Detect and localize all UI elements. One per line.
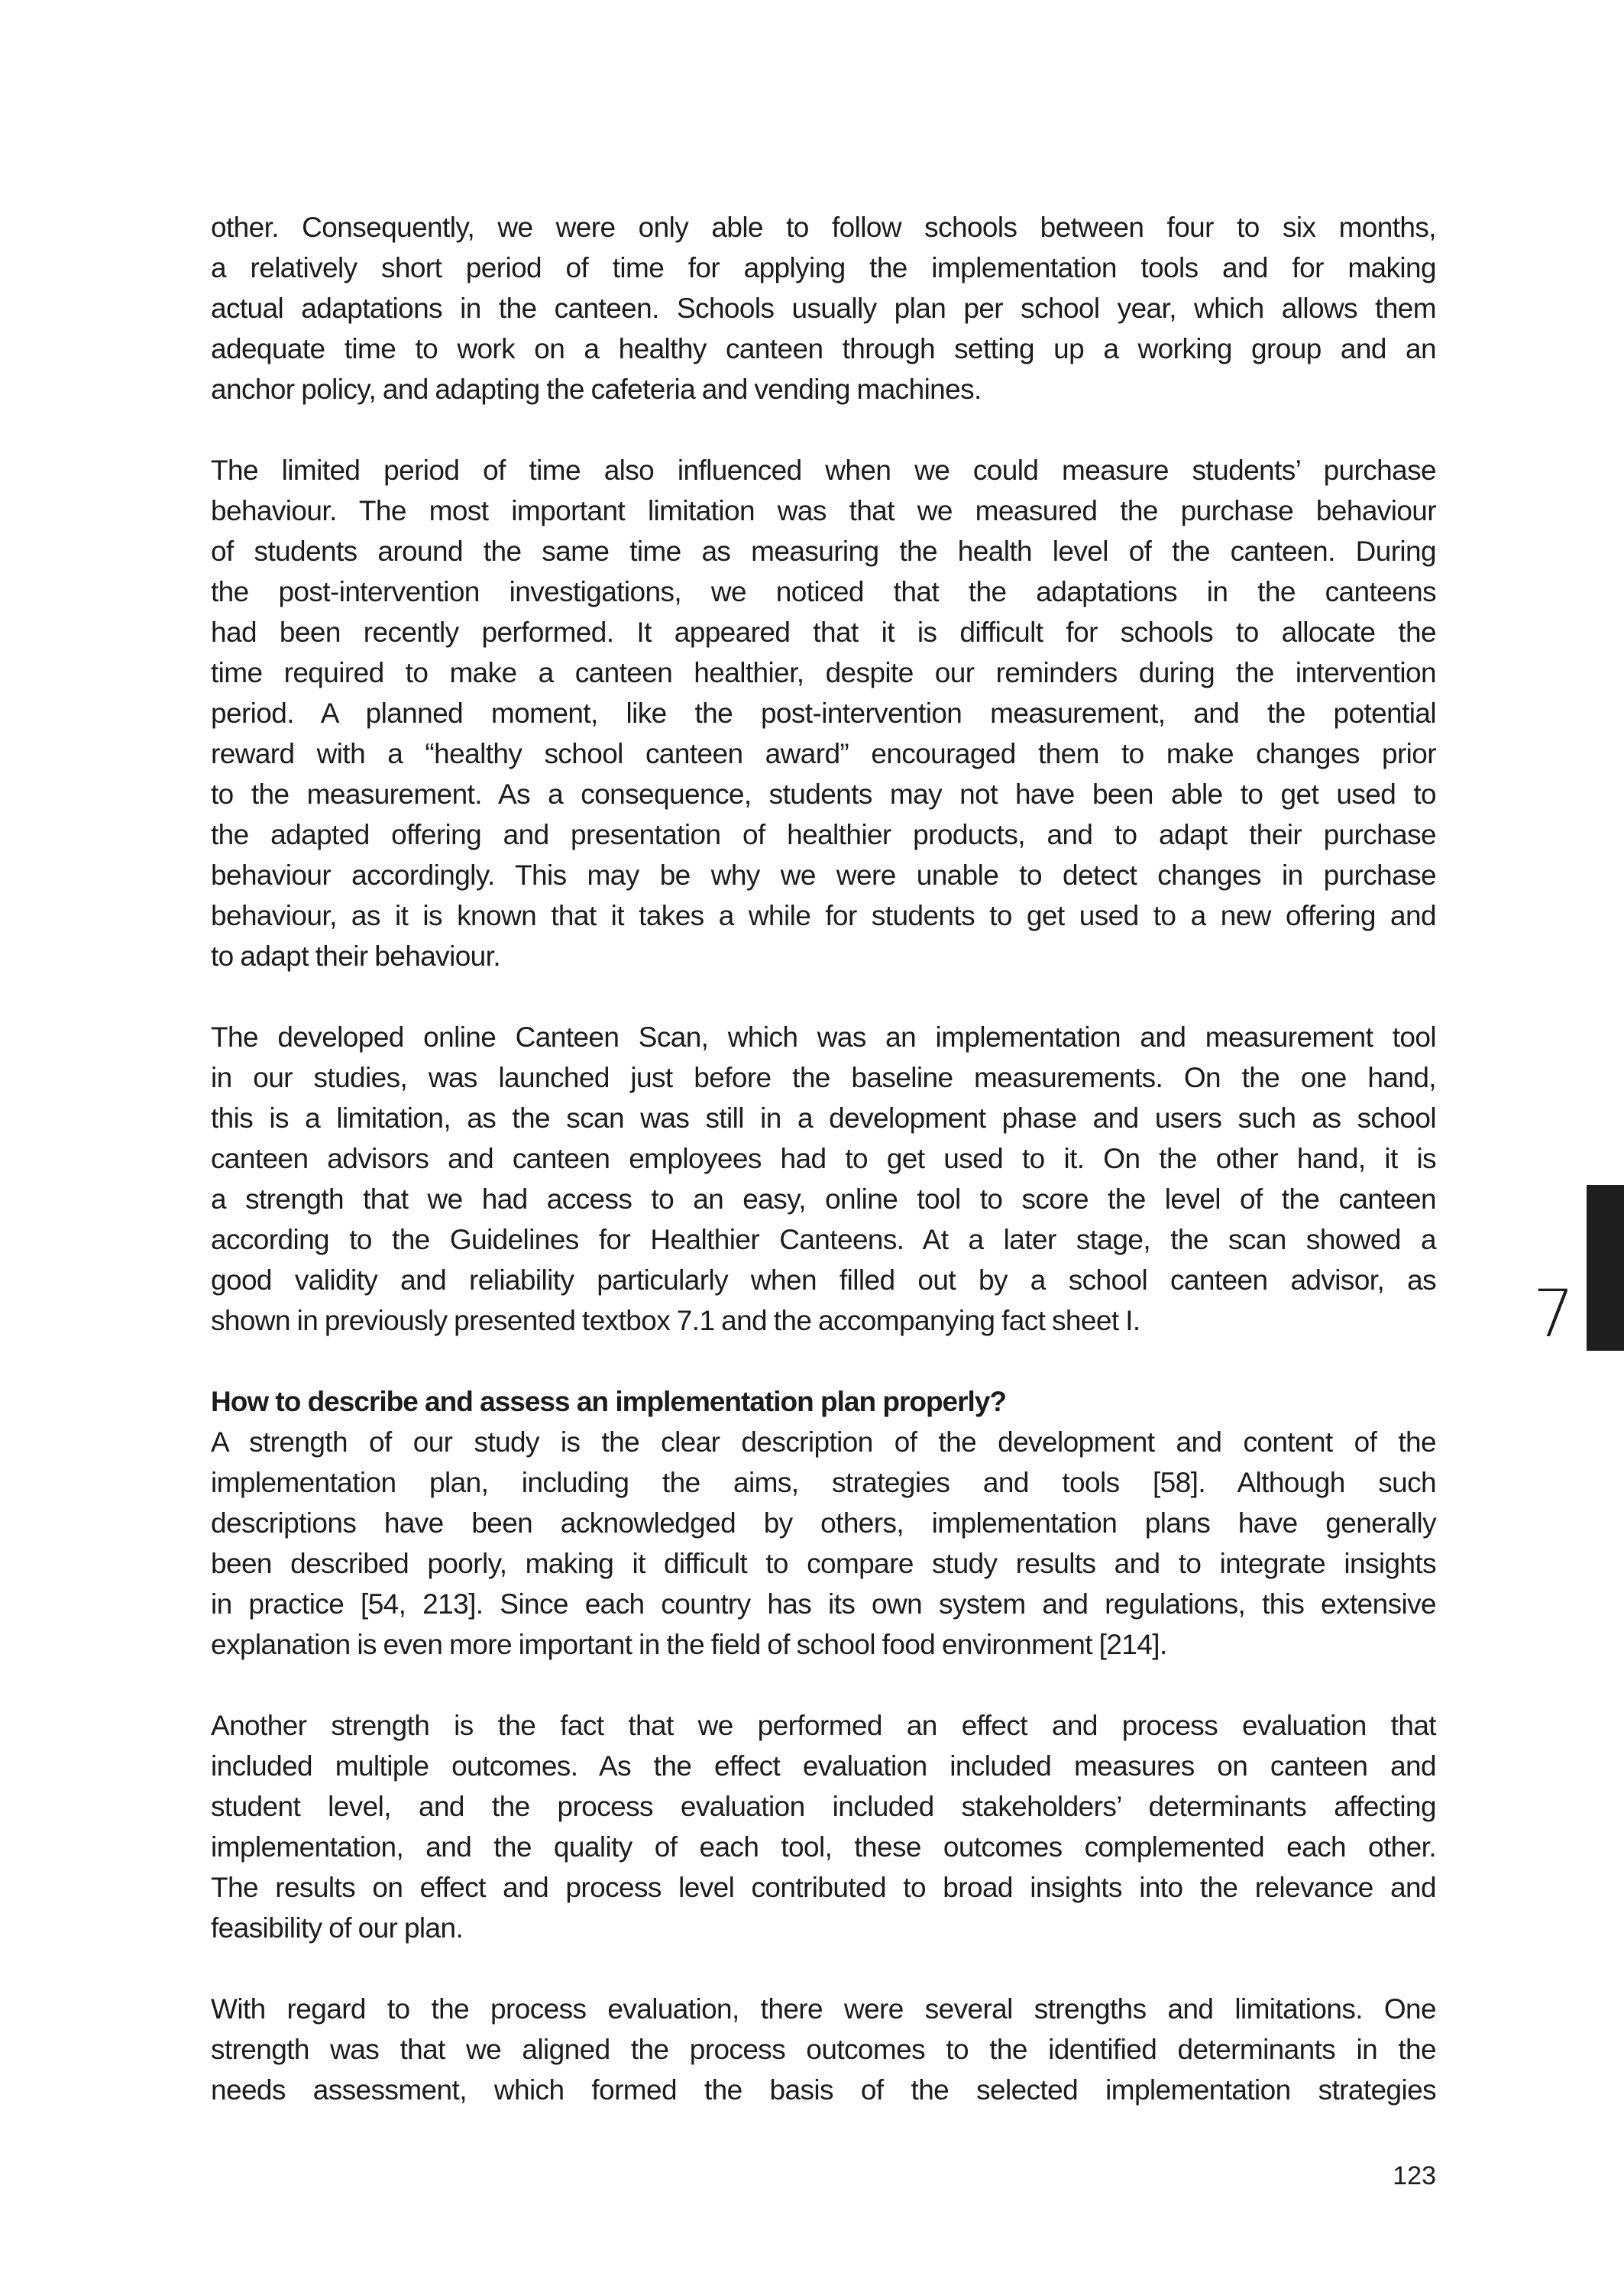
text-line: this is a limitation, as the scan was still in a development phase and users such as school [211,1102,1436,1134]
text-line: according to the Guidelines for Healthier Canteens. At a later stage, the scan showed a [211,1224,1436,1255]
text-line: time required to make a canteen healthier, despite our reminders during the intervention [211,657,1436,688]
text-line: to the measurement. As a consequence, students may not have been able to get used to [211,779,1436,810]
chapter-number: 7 [1532,1276,1575,1352]
text-line: The limited period of time also influenced when we could measure students’ purchase [211,455,1436,486]
text-line: been described poorly, making it difficult to compare study results and to integrate insights [211,1548,1436,1579]
paragraph-implementation-plan [211,1422,1436,1665]
text-line: implementation plan, including the aims, strategies and tools [58]. Although such [211,1467,1436,1498]
text-line: strength was that we aligned the process outcomes to the identified determinants in the [211,2034,1436,2065]
text-line: The developed online Canteen Scan, which was an implementation and measurement tool [211,1021,1436,1053]
text-line: explanation is even more important in the field of school food environment [214]. [211,1629,1167,1660]
text-line: period. A planned moment, like the post-intervention measurement, and the potential [211,698,1436,729]
text-line: The results on effect and process level contributed to broad insights into the relevance and [211,1872,1436,1903]
text-line: the adapted offering and presentation of healthier products, and to adapt their purchase [211,819,1436,850]
text-line: anchor policy, and adapting the cafeteria and vending machines. [211,374,982,405]
text-line: actual adaptations in the canteen. Schools usually plan per school year, which allows them [211,293,1436,324]
text-line: had been recently performed. It appeared that it is difficult for schools to allocate the [211,617,1436,648]
page-body [211,207,1436,2110]
text-line: student level, and the process evaluation included stakeholders’ determinants affecting [211,1791,1436,1822]
text-line: A strength of our study is the clear description of the development and content of the [211,1426,1436,1458]
text-line: behaviour accordingly. This may be why we were unable to detect changes in purchase [211,860,1436,891]
paragraph-purchase-behaviour [211,450,1436,976]
paragraph-effect-process-evaluation [211,1705,1436,1948]
text-line: reward with a “healthy school canteen award” encouraged them to make changes prior [211,738,1436,769]
text-line: feasibility of our plan. [211,1912,464,1944]
text-line: in practice [54, 213]. Since each country has its own system and regulations, this extensive [211,1588,1436,1620]
text-line: needs assessment, which formed the basis of the selected implementation strategies [211,2074,1436,2106]
text-line: behaviour. The most important limitation was that we measured the purchase behaviour [211,495,1436,526]
text-line: With regard to the process evaluation, there were several strengths and limitations. One [211,1993,1436,2025]
text-line: the post-intervention investigations, we noticed that the adaptations in the canteens [211,576,1436,607]
text-line: included multiple outcomes. As the effect evaluation included measures on canteen and [211,1750,1436,1782]
text-line: to adapt their behaviour. [211,940,501,972]
text-line: shown in previously presented textbox 7.1 and the accompanying fact sheet I. [211,1305,1140,1336]
text-line: good validity and reliability particularly when filled out by a school canteen advisor, as [211,1264,1436,1296]
text-line: other. Consequently, we were only able to follow schools between four to six months, [211,212,1436,243]
text-line: behaviour, as it is known that it takes a while for students to get used to a new offering and [211,900,1436,931]
section-heading: How to describe and assess an implementation plan properly? [211,1386,1006,1417]
text-line: descriptions have been acknowledged by others, implementation plans have generally [211,1507,1436,1539]
paragraph-study-duration [211,207,1436,410]
text-line: a relatively short period of time for applying the implementation tools and for making [211,252,1436,283]
text-line: adequate time to work on a healthy canteen through setting up a working group and an [211,333,1436,364]
chapter-thumb-tab [1587,1185,1624,1351]
text-line: implementation, and the quality of each tool, these outcomes complemented each other. [211,1831,1436,1863]
text-line: a strength that we had access to an easy, online tool to score the level of the canteen [211,1183,1436,1215]
paragraph-process-evaluation [211,1989,1436,2110]
page-number: 123 [1393,2161,1436,2190]
text-line: Another strength is the fact that we performed an effect and process evaluation that [211,1710,1436,1741]
paragraph-canteen-scan [211,1017,1436,1341]
text-line: of students around the same time as measuring the health level of the canteen. During [211,536,1436,567]
text-line: in our studies, was launched just before the baseline measurements. On the one hand, [211,1062,1436,1093]
text-line: canteen advisors and canteen employees had to get used to it. On the other hand, it is [211,1143,1436,1174]
